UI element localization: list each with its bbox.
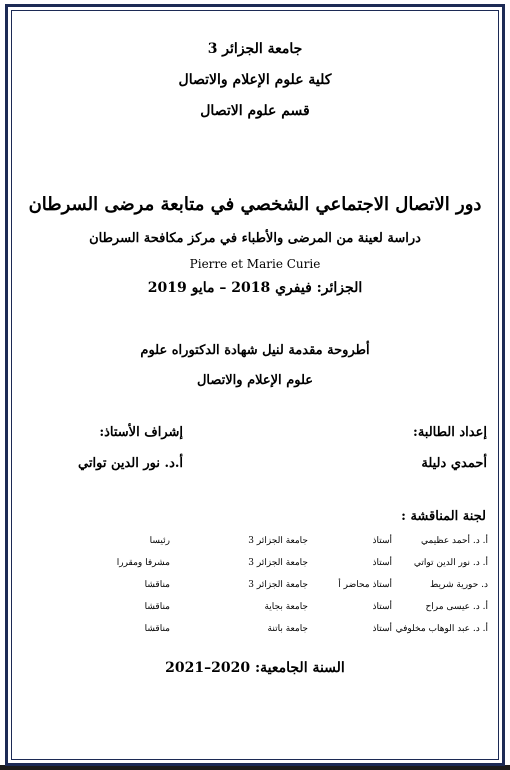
jury-member-rank: أستاذ محاضر أ	[338, 580, 392, 590]
center-name: Pierre et Marie Curie	[189, 257, 321, 271]
thesis-field-line: علوم الإعلام والاتصال	[196, 373, 314, 388]
jury-member-role: مشرفا ومقررا	[116, 558, 170, 568]
jury-member-university: جامعة باتنة	[267, 624, 308, 634]
jury-member-rank: أستاذ	[372, 624, 392, 634]
jury-member-university: جامعة بجاية	[264, 602, 308, 612]
jury-member-university: جامعة الجزائر 3	[248, 536, 308, 546]
table-row	[56, 552, 488, 574]
jury-table	[56, 530, 488, 640]
table-row	[56, 574, 488, 596]
prepared-by-label: إعداد الطالبة:	[413, 425, 487, 440]
table-row	[56, 596, 488, 618]
jury-member-name: أ. د. عبد الوهاب مخلوفي	[395, 624, 488, 634]
jury-member-name: د. حورية شريط	[429, 580, 488, 590]
jury-member-role: رئيسا	[149, 536, 170, 546]
jury-member-rank: أستاذ	[372, 558, 392, 568]
faculty-name: كلية علوم الإعلام والاتصال	[178, 72, 332, 88]
jury-member-rank: أستاذ	[372, 536, 392, 546]
thesis-subtitle: دراسة لعينة من المرضى والأطباء في مركز مكافحة السرطان	[89, 231, 421, 246]
jury-member-name: أ. د. عيسى مراح	[425, 602, 488, 612]
department-name: قسم علوم الاتصال	[200, 103, 310, 119]
supervisor-label: إشراف الأستاذ:	[99, 425, 183, 440]
jury-member-rank: أستاذ	[372, 602, 392, 612]
university-name: جامعة الجزائر 3	[207, 41, 303, 57]
table-row	[56, 618, 488, 640]
table-row	[56, 530, 488, 552]
jury-member-name: أ. د. أحمد عظيمي	[421, 536, 488, 546]
jury-member-role: مناقشا	[144, 602, 170, 612]
jury-label: لجنة المناقشة :	[401, 509, 486, 524]
study-dates: الجزائر: فيفري 2018 – مايو 2019	[147, 280, 363, 296]
academic-year: السنة الجامعية: 2020–2021	[165, 660, 345, 676]
thesis-degree-line: أطروحة مقدمة لنيل شهادة الدكتوراه علوم	[140, 343, 370, 358]
student-name: أحمدي دليلة	[421, 456, 487, 471]
jury-member-role: مناقشا	[144, 580, 170, 590]
jury-member-university: جامعة الجزائر 3	[248, 558, 308, 568]
jury-member-university: جامعة الجزائر 3	[248, 580, 308, 590]
jury-member-name: أ. د. نور الدين تواتي	[413, 558, 488, 568]
jury-member-role: مناقشا	[144, 624, 170, 634]
thesis-title: دور الاتصال الاجتماعي الشخصي في متابعة مرضى السرطان	[28, 194, 482, 215]
supervisor-name: أ.د. نور الدين تواتي	[78, 456, 183, 471]
